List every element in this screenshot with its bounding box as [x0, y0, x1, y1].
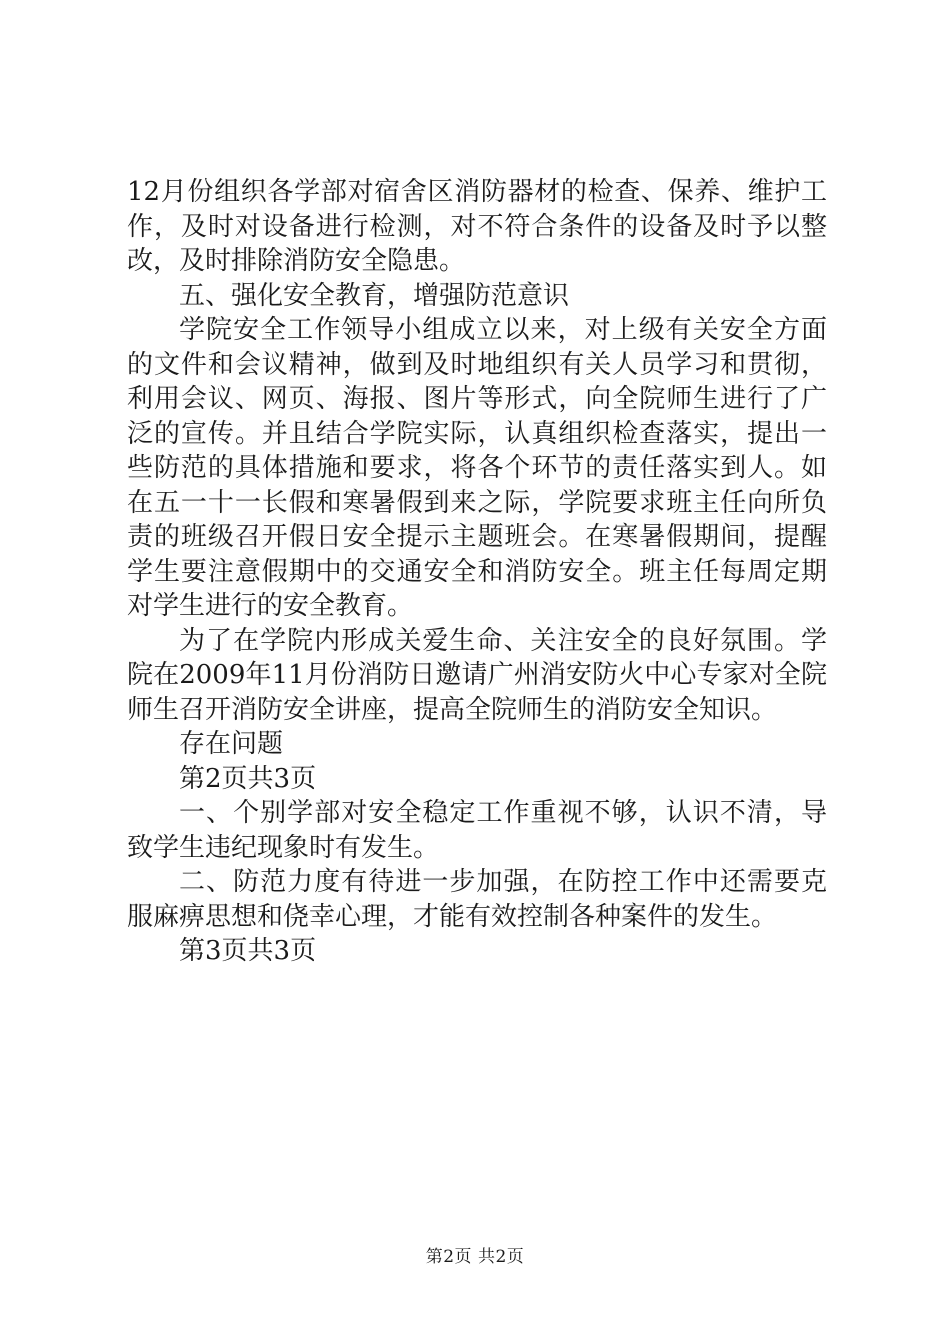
paragraph-fire-lecture: 为了在学院内形成关爱生命、关注安全的良好氛围。学院在2009年11月份消防日邀请广州消安防火中心专家对全院师生召开消防安全讲座，提高全院师生的消防安全知识。	[127, 625, 827, 725]
paragraph-problem-two: 二、防范力度有待进一步加强，在防控工作中还需要克服麻痹思想和侥幸心理，才能有效控制各种案件的发生。	[127, 867, 827, 932]
section-heading-safety-education: 五、强化安全教育，增强防范意识	[179, 280, 570, 311]
page-footer: 第2页 共2页	[425, 1247, 525, 1267]
section-heading-problems: 存在问题	[179, 729, 284, 759]
paragraph-fire-equipment: 12月份组织各学部对宿舍区消防器材的检查、保养、维护工作，及时对设备进行检测，对不符合条件的设备及时予以整改，及时排除消防安全隐患。	[127, 177, 827, 276]
paragraph-problem-one: 一、个别学部对安全稳定工作重视不够，认识不清，导致学生违纪现象时有发生。	[127, 798, 827, 863]
paragraph-safety-leadership: 学院安全工作领导小组成立以来，对上级有关安全方面的文件和会议精神，做到及时地组织有关人员学习和贯彻，利用会议、网页、海报、图片等形式，向全院师生进行了广泛的宣传。并且结合学院实际，认真组织检查落实，提出一些防范的具体措施和要求，将各个环节的责任落实到人。如在五一十一长假和寒暑假到来之际，学院要求班主任向所负责的班级召开假日安全提示主题班会。在寒暑假期间，提醒学生要注意假期中的交通安全和消防安全。班主任每周定期对学生进行的安全教育。	[127, 315, 827, 621]
document-body	[127, 175, 827, 969]
inline-page-marker-3: 第3页共3页	[179, 936, 317, 966]
inline-page-marker-2: 第2页共3页	[179, 763, 317, 794]
